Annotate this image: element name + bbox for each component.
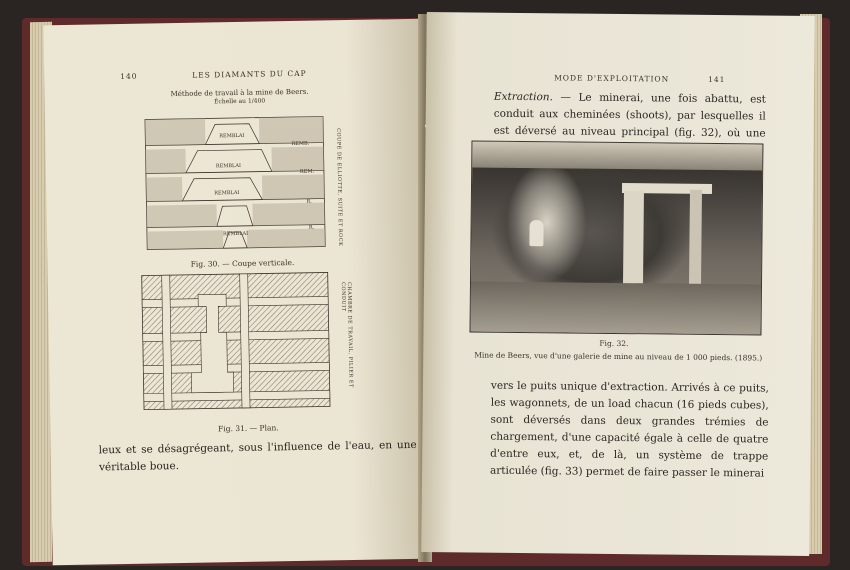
left-page-body: leux et se désagrégeant, sous l'influence de l'eau, en une véritable boue.	[98, 438, 417, 474]
figure30-side-label-1: REMB.	[291, 140, 310, 148]
left-page	[43, 19, 430, 566]
running-title-right: MODE D'EXPLOITATION	[554, 73, 670, 84]
figure30-side-label-3: R.	[306, 198, 312, 205]
photo-ceiling-beams	[472, 141, 762, 170]
figure32-label: Fig. 32.	[599, 338, 629, 349]
photo-miner-figure	[529, 220, 543, 246]
figure32-photo	[469, 140, 763, 335]
right-page-paragraph-2: vers le puits unique d'extraction. Arrivés à ce puits, les wagonnets, de un load chacun (16 pieds cubes), sont déversés dans deux grandes trémies de chargement, d'une capacité égale à celle de quatre d'entre eux, et, de là, un système de trappe articulée (fig. 33) permet de faire passer le minerai	[489, 379, 769, 480]
photo-floor	[470, 281, 761, 334]
figure30-title: Méthode de travail à la mine de Beers.	[170, 87, 309, 99]
figure30-label-3: REMBLAI	[214, 189, 240, 197]
figure30-caption: Fig. 30. — Coupe verticale.	[190, 257, 295, 269]
figure30-label-2: REMBLAI	[215, 162, 241, 170]
photo-post-left	[623, 191, 644, 291]
running-title-left: LES DIAMANTS DU CAP	[192, 68, 307, 80]
figure31-side-note: CHAMBRE DE TRAVAIL, PILIER ET CONDUIT	[339, 281, 354, 388]
figure32-caption: Mine de Beers, vue d'une galerie de mine au niveau de 1 000 pieds. (1895.)	[474, 350, 763, 363]
figure30-label-1: REMBLAI	[219, 132, 245, 140]
page-number-left: 140	[120, 71, 138, 82]
paragraph1-lead: Extraction.	[493, 90, 553, 104]
figure30-scale: Échelle au 1/400	[214, 97, 266, 106]
figure31-caption: Fig. 31. — Plan.	[218, 423, 279, 434]
figure30-side-label-2: REM.	[299, 168, 315, 175]
figure30-label-4: REMBLAI	[222, 230, 249, 238]
figure31-plan-diagram	[140, 270, 340, 413]
paragraph1-rest: — Le minerai, une fois abattu, est conduit aux cheminées (shoots), par lesquelles il est déversé au niveau principal (fig. 32), où une	[493, 91, 767, 140]
photo-post-right	[689, 190, 702, 286]
page-number-right: 141	[708, 74, 726, 85]
figure30-side-label-4: R.	[308, 224, 315, 231]
right-page	[421, 12, 815, 556]
figure30-side-note: COUPE DE ELLIOTTE, SUITE ET ROCK	[335, 128, 344, 247]
